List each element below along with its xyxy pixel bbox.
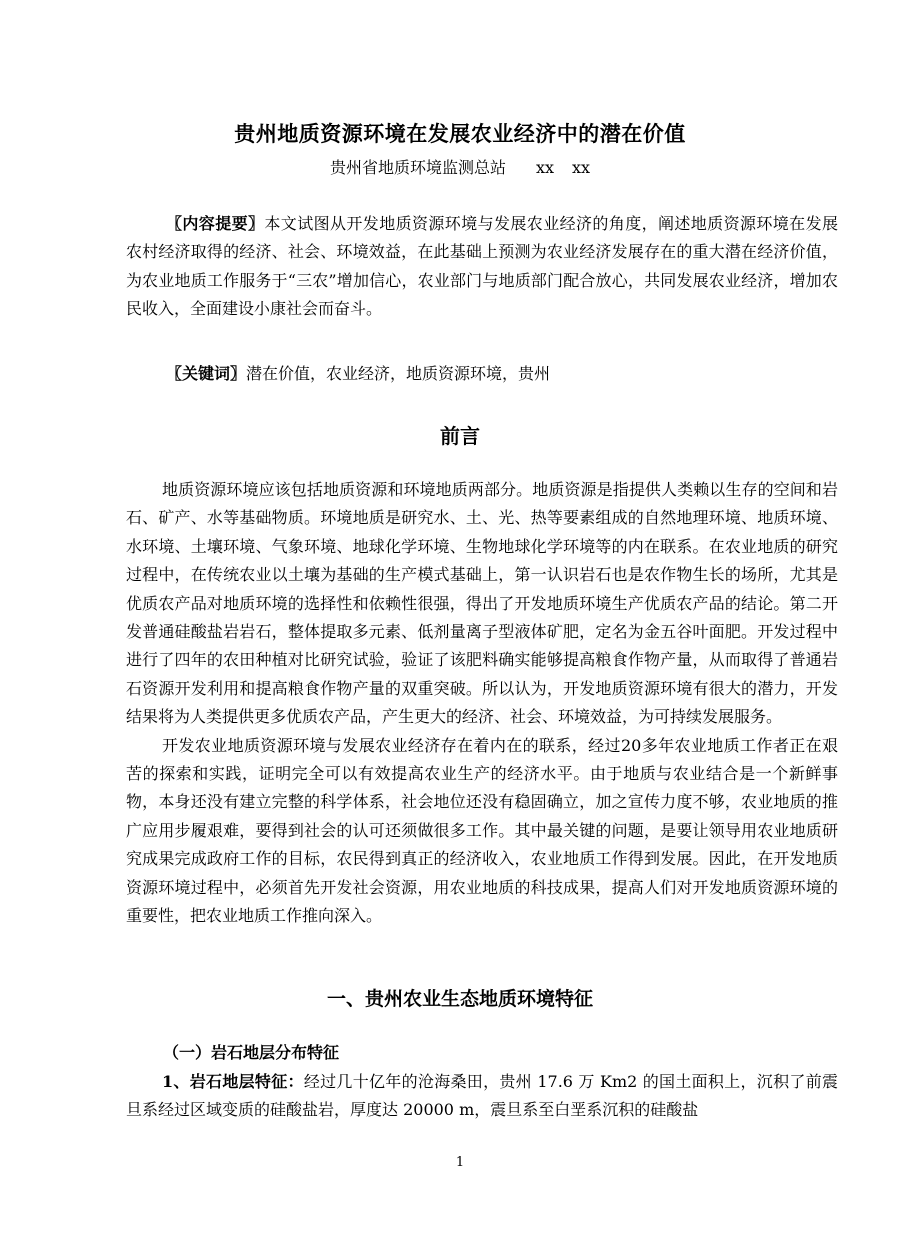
author-name-1: xx (535, 158, 554, 177)
keywords-label: 〖关键词〗 (166, 364, 247, 383)
item-label: 1、岩石地层特征： (162, 1072, 304, 1091)
author-org: 贵州省地质环境监测总站 (329, 158, 506, 177)
subsection-1-heading: （一）岩石地层分布特征 (163, 1043, 340, 1062)
keywords-text: 潜在价值，农业经济，地质资源环境，贵州 (246, 364, 551, 383)
author-line (0, 155, 920, 178)
preface-paragraph-2: 开发农业地质资源环境与发展农业经济存在着内在的联系，经过20多年农业地质工作者正在艰苦的探索和实践，证明完全可以有效提高农业生产的经济水平。由于地质与农业结合是一个新鲜事物，本身还没有建立完整的科学体系，社会地位还没有稳固确立，加之宣传力度不够，农业地质的推广应用步履艰难，要得到社会的认可还须做很多工作。其中最关键的问题，是要让领导用农业地质研究成果完成政府工作的目标，农民得到真正的经济收入，农业地质工作得到发展。因此，在开发地质资源环境过程中，必须首先开发社会资源，用农业地质的科技成果，提高人们对开发地质资源环境的重要性，把农业地质工作推向深入。 (126, 735, 838, 926)
preface-heading: 前言 (440, 424, 480, 448)
preface-paragraph-1: 地质资源环境应该包括地质资源和环境地质两部分。地质资源是指提供人类赖以生存的空间和岩石、矿产、水等基础物质。环境地质是研究水、土、光、热等要素组成的自然地理环境、地质环境、水环境、土壤环境、气象环境、地球化学环境、生物地球化学环境等的内在联系。在农业地质的研究过程中，在传统农业以土壤为基础的生产模式基础上，第一认识岩石也是农作物生长的场所，尤其是优质农产品对地质环境的选择性和依赖性很强，得出了开发地质环境生产优质农产品的结论。第二开发普通硅酸盐岩岩石，整体提取多元素、低剂量离子型液体矿肥，定名为金五谷叶面肥。开发过程中进行了四年的农田种植对比研究试验，验证了该肥料确实能够提高粮食作物产量，从而取得了普通岩石资源开发利用和提高粮食作物产量的双重突破。所以认为，开发地质资源环境有很大的潜力，开发结果将为人类提供更多优质农产品，产生更大的经济、社会、环境效益，为可持续发展服务。 (126, 480, 838, 727)
preface-body (126, 476, 838, 931)
abstract (126, 210, 838, 324)
abstract-text: 本文试图从开发地质资源环境与发展农业经济的角度，阐述地质资源环境在发展农村经济取得的经济、社会、环境效益，在此基础上预测为农业经济发展存在的重大潜在经济价值，为农业地质工作服务于“三农”增加信心，农业部门与地质部门配合放心，共同发展农业经济，增加农民收入，全面建设小康社会而奋斗。 (126, 214, 838, 319)
page-number: 1 (455, 1155, 465, 1170)
keywords (126, 360, 878, 388)
author-name-2: xx (572, 158, 591, 177)
document-title: 贵州地质资源环境在发展农业经济中的潜在价值 (234, 121, 686, 146)
abstract-label: 〖内容提要〗 (166, 214, 265, 233)
item-text: 经过几十亿年的沧海桑田，贵州 17.6 万 Km2 的国土面积上，沉积了前震旦系经过区域变质的硅酸盐岩，厚度达 20000 m，震旦系至白垩系沉积的硅酸盐 (126, 1072, 838, 1120)
section-1-heading: 一、贵州农业生态地质环境特征 (326, 988, 593, 1010)
section-1-body (126, 1068, 838, 1125)
